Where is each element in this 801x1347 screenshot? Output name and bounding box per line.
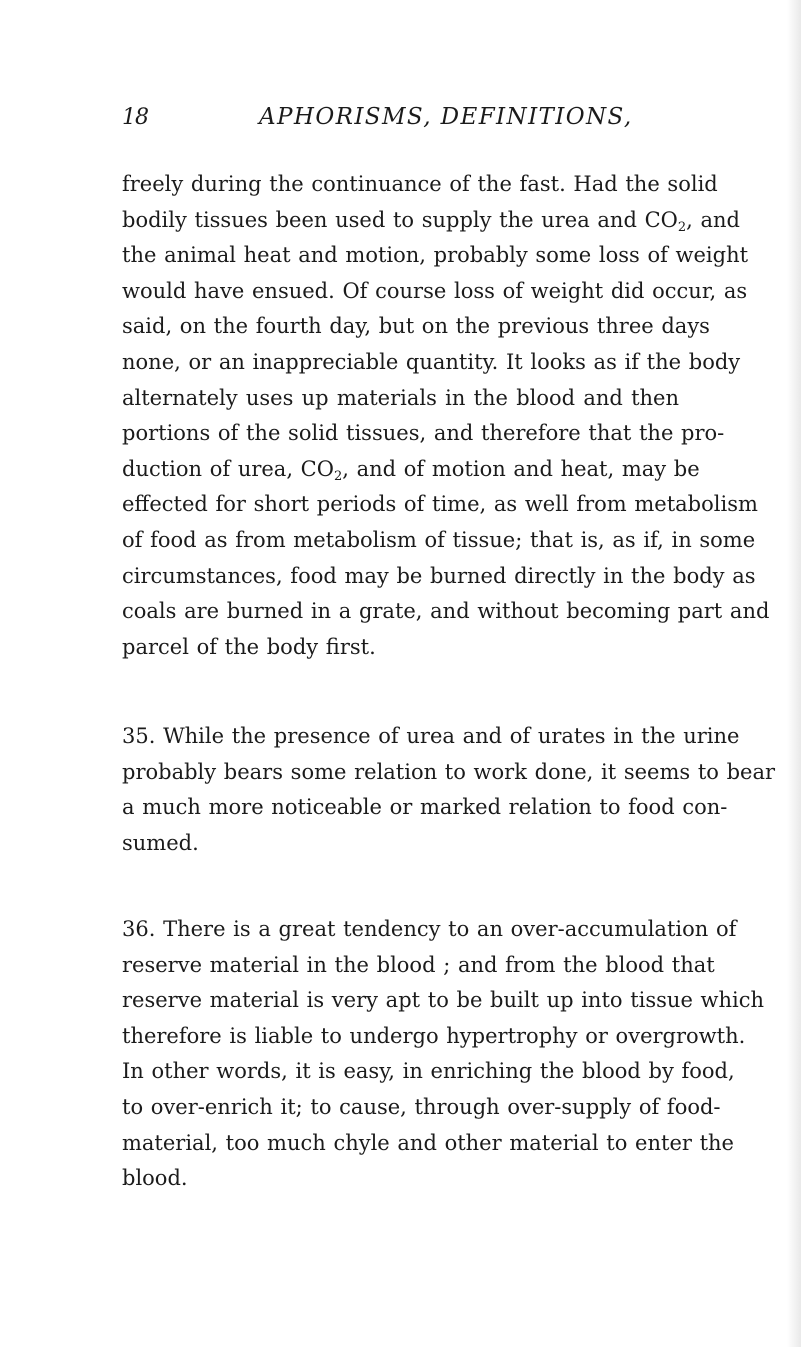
text-line: reserve material is very apt to be built up into tissue which [122, 988, 765, 1013]
text-line: alternately uses up materials in the blood and then [122, 385, 679, 410]
text-line: the animal heat and motion, probably some loss of weight [122, 243, 749, 268]
text-line: reserve material in the blood ; and from the blood that [122, 952, 715, 977]
text-line [122, 203, 740, 239]
text-line: 35. While the presence of urea and of urates in the urine [122, 724, 740, 748]
text-line: portions of the solid tissues, and therefore that the pro- [122, 421, 725, 446]
text-line: of food as from metabolism of tissue; that is, as if, in some [122, 527, 756, 552]
text-line: material, too much chyle and other material to enter the [122, 1130, 734, 1155]
page-edge-shadow [787, 0, 801, 1347]
text-line: circumstances, food may be burned directly in the body as [122, 563, 756, 588]
page-number: 18 [122, 105, 148, 130]
text-line: coals are burned in a grate, and without becoming part and [122, 599, 770, 624]
text-line: freely during the continuance of the fast. Had the solid [122, 172, 718, 196]
text-segment: , and of motion and heat, may be [342, 456, 700, 481]
text-segment: , and [686, 207, 740, 232]
subscript: 2 [333, 468, 343, 484]
text-line: effected for short periods of time, as well from metabolism [122, 492, 758, 517]
text-segment: duction of urea, CO [122, 456, 334, 481]
text-line: to over-enrich it; to cause, through over-supply of food- [122, 1094, 721, 1119]
text-line: parcel of the body first. [122, 634, 376, 659]
text-segment: bodily tissues been used to supply the urea and CO [122, 207, 678, 232]
text-line: blood. [122, 1166, 188, 1191]
aphorism-36 [122, 912, 765, 1197]
subscript: 2 [677, 219, 687, 235]
text-line: said, on the fourth day, but on the previous three days [122, 314, 710, 339]
paragraph-continuation [122, 167, 770, 665]
text-line: 36. There is a great tendency to an over-accumulation of [122, 917, 737, 941]
text-line: therefore is liable to undergo hypertrophy or overgrowth. [122, 1023, 746, 1048]
text-line: a much more noticeable or marked relation to food con- [122, 795, 728, 820]
text-line [122, 452, 700, 488]
text-line: sumed. [122, 830, 199, 855]
aphorism-35 [122, 719, 776, 861]
text-line: probably bears some relation to work done, it seems to bear [122, 759, 776, 784]
running-title: APHORISMS, DEFINITIONS, [259, 104, 633, 130]
text-line: none, or an inappreciable quantity. It looks as if the body [122, 349, 741, 374]
text-line: would have ensued. Of course loss of weight did occur, as [122, 278, 748, 303]
text-line: In other words, it is easy, in enriching the blood by food, [122, 1059, 735, 1084]
